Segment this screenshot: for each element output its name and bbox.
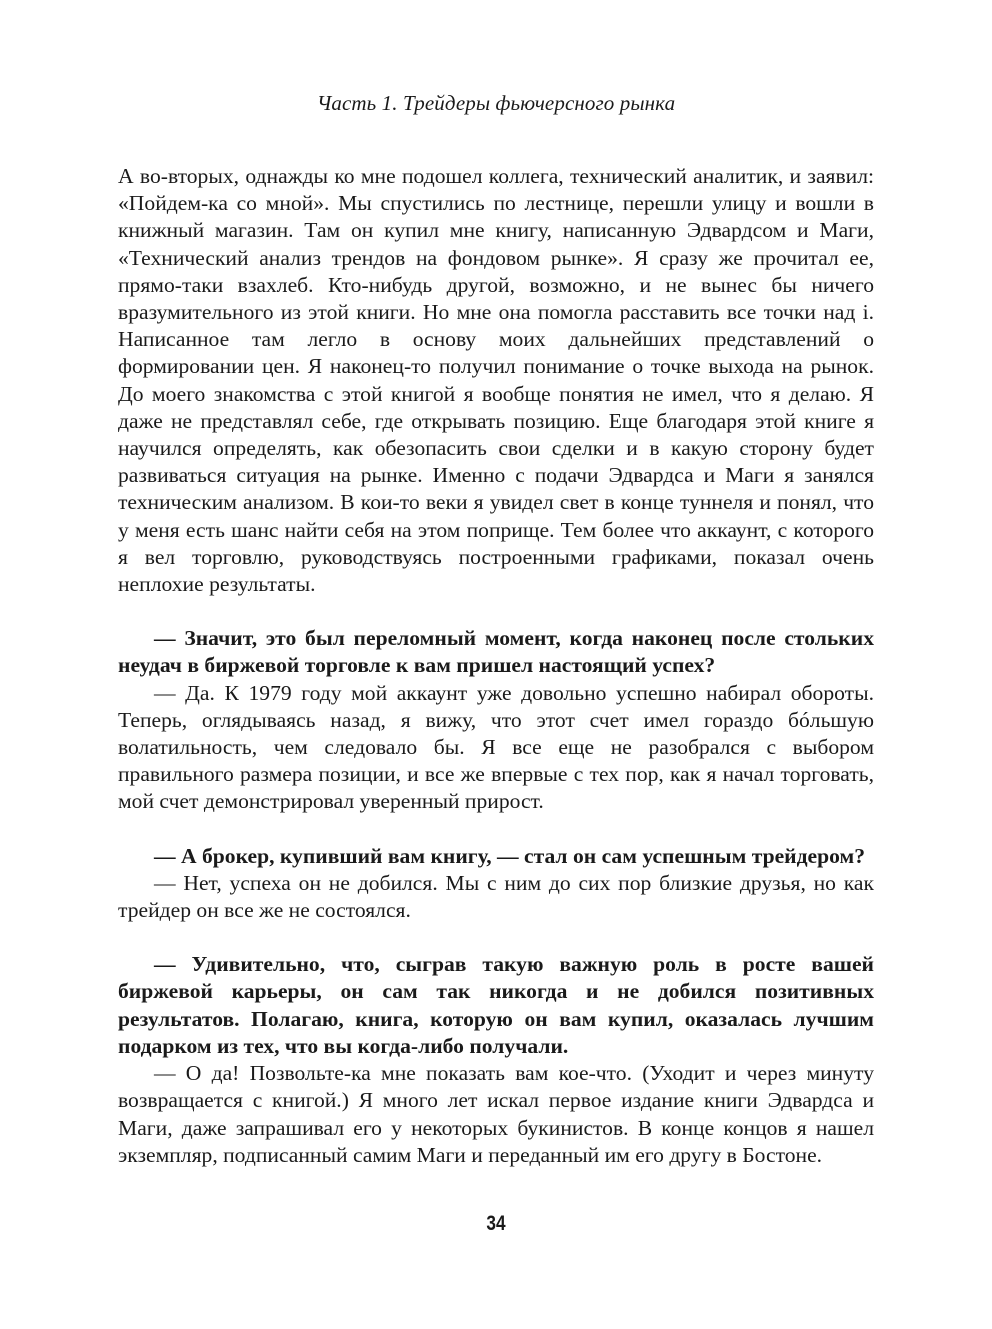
body-text [118,163,874,1169]
question-broker: — А брокер, купивший вам книгу, — стал он сам успешным трейдером? [154,843,866,868]
answer-first-edition: — О да! Позвольте-ка мне показать вам кое-что. (Уходит и через минуту возвращается с книгой.) Я много лет искал первое издание книги Эдвардса и Маги, даже запрашивал его у некоторых букинистов. В конце концов я нашел экземпляр, подписанный самим Маги и переданный им его другу в Бостоне. [118,1061,874,1167]
question-turning-point: — Значит, это был переломный момент, когда наконец после стольких неудач в биржевой торговле к вам пришел настоящий успех? [118,626,874,678]
question-book-gift: — Удивительно, что, сыграв такую важную роль в росте вашей биржевой карьеры, он сам так никогда и не добился позитивных результатов. Полагаю, книга, которую он вам купил, оказалась лучшим подарком из тех, что вы когда-либо получали. [118,952,874,1058]
paragraph-narrative: А во-вторых, однажды ко мне подошел коллега, технический аналитик, и заявил: «Пойдем-ка со мной». Мы спустились по лестнице, перешли улицу и вошли в книжный магазин. Там он купил мне книгу, написанную Эдвардсом и Маги, «Технический анализ трендов на фондовом рынке». Я сразу же прочитал ее, прямо-таки взахлеб. Кто-нибудь другой, возможно, и не вынес бы ничего вразумительного из этой книги. Но мне она помогла расставить все точки над i. Написанное там легло в основу моих дальнейших представлений о формировании цен. Я наконец-то получил понимание о точке выхода на рынок. До моего знакомства с этой книгой я вообще понятия не имел, что я делаю. Я даже не представлял себе, где открывать позицию. Еще благодаря этой книге я научился определять, как обезопасить свои сделки и в какую сторону будет развиваться ситуация на рынке. Именно с подачи Эдвардса и Маги я занялся техническим анализом. В кои-то веки я увидел свет в конце туннеля и понял, что у меня есть шанс найти себя на этом поприще. Тем более что аккаунт, с которого я вел торговлю, руководствуясь построенными графиками, показал очень неплохие результаты. [118,164,874,597]
answer-broker: — Нет, успеха он не добился. Мы с ним до сих пор близкие друзья, но как трейдер он все же не состоялся. [118,870,874,923]
page-number: 34 [486,1212,506,1235]
book-page [118,0,874,1329]
answer-account-1979: — Да. К 1979 году мой аккаунт уже довольно успешно набирал обороты. Теперь, оглядываясь назад, я вижу, что этот счет имел гораздо бóльшую волатильность, чем следовало бы. Я все еще не разобрался с выбором правильного размера позиции, и все же впервые с тех пор, как я начал торговать, мой счет демонстрировал уверенный прирост. [118,680,874,814]
running-head: Часть 1. Трейдеры фьючерсного рынка [316,91,676,115]
